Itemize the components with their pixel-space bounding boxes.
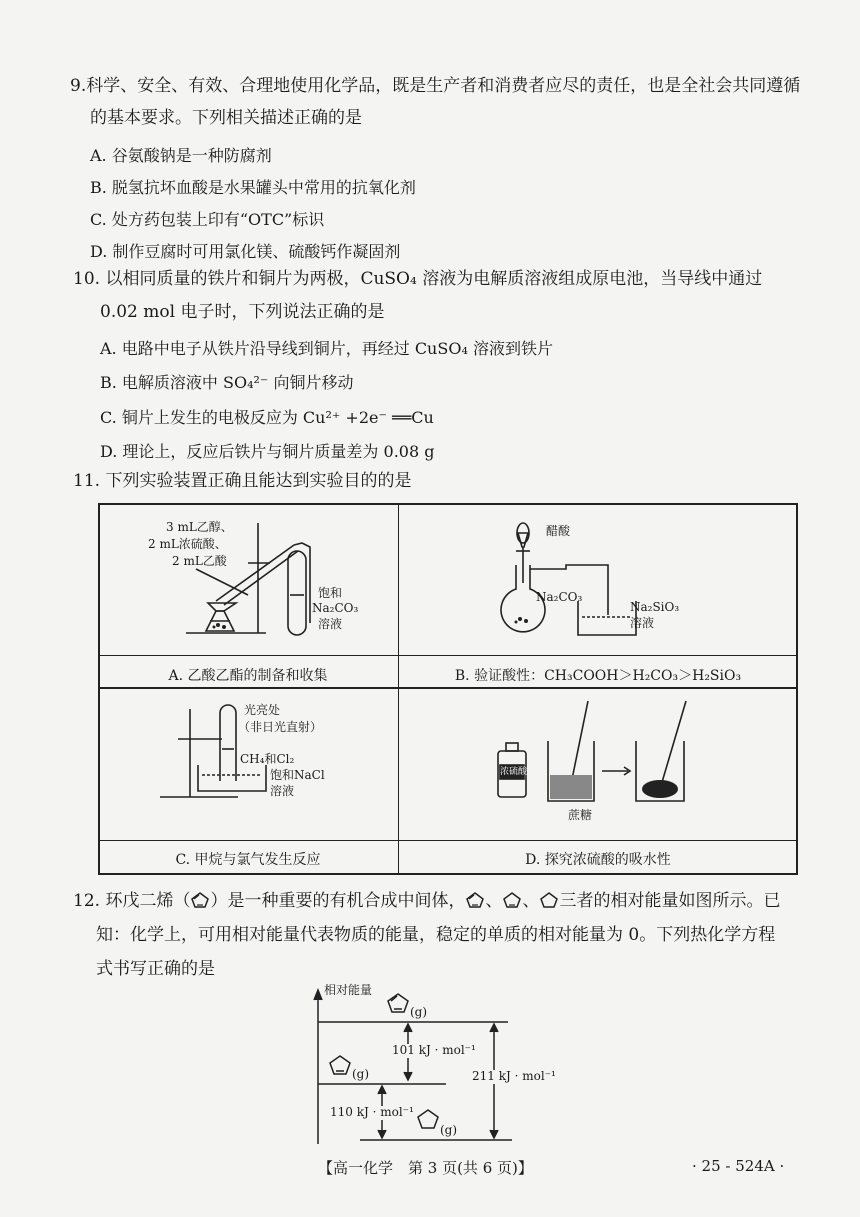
sucrose-label: 蔗糖 [568, 808, 593, 822]
q11-caption-c: C. 甲烷与氯气发生反应 [175, 852, 321, 868]
acidity-flask-label: Na₂CO₃ [536, 590, 583, 604]
page-footer-code: · 25 - 524A · [692, 1157, 785, 1175]
q9-option-d: D. 制作豆腐时可用氯化镁、硫酸钙作凝固剂 [90, 242, 401, 261]
q10-option-d: D. 理论上，反应后铁片与铜片质量差为 0.08 g [100, 442, 435, 461]
q12-stem-line2: 知：化学上，可用相对能量代表物质的能量，稳定的单质的相对能量为 0。下列热化学方程 [96, 925, 776, 945]
q12-stem-line1-part2: ）是一种重要的有机合成中间体， [210, 891, 466, 911]
energy-state-middle-phase: (g) [352, 1067, 370, 1081]
methane-solution-label-2: 溶液 [270, 784, 295, 798]
q11-caption-b: B. 验证酸性：CH₃COOH＞H₂CO₃＞H₂SiO₃ [454, 668, 742, 684]
energy-state-bottom-phase: (g) [440, 1123, 458, 1137]
acidity-funnel-label: 醋酸 [546, 524, 571, 538]
sulfuric-acid-experiment-drawing [398, 689, 698, 839]
q11-caption-d: D. 探究浓硫酸的吸水性 [525, 852, 671, 868]
energy-gap-110: 110 kJ · mol⁻¹ [330, 1105, 414, 1119]
q10-option-b: B. 电解质溶液中 SO₄²⁻ 向铜片移动 [100, 373, 354, 392]
ester-tube-label-3: 溶液 [318, 617, 343, 631]
q12-stem-line1: 12. 环戊二烯（ ）是一种重要的有机合成中间体， 、 、 三者的相对能量如图所示。已 [73, 891, 781, 911]
energy-axis-label: 相对能量 [324, 983, 373, 997]
q10-stem-line2: 0.02 mol 电子时，下列说法正确的是 [100, 302, 385, 322]
ester-reagent-label-3: 2 mL乙酸 [172, 554, 227, 568]
sulfuric-acid-bottle-label: 浓硫酸 [500, 767, 528, 777]
ester-tube-label-2: Na₂CO₃ [312, 601, 359, 615]
q11-stem: 11. 下列实验装置正确且能达到实验目的的是 [73, 471, 412, 491]
pentagon-icon [190, 891, 210, 909]
pentagon-icon [539, 891, 559, 909]
energy-diagram [300, 978, 560, 1148]
ester-tube-label-1: 饱和 [318, 586, 343, 600]
q12-stem-line1-part1: 12. 环戊二烯（ [73, 891, 191, 911]
pentagon-icon [465, 891, 485, 909]
q11-figure-table [98, 503, 798, 875]
methane-gas-label: CH₄和Cl₂ [240, 752, 295, 766]
q12-stem-line3: 式书写正确的是 [96, 959, 215, 979]
ester-reagent-label-1: 3 mL乙醇、 [166, 520, 233, 534]
q9-option-a: A. 谷氨酸钠是一种防腐剂 [90, 146, 272, 165]
q9-stem-line2: 的基本要求。下列相关描述正确的是 [90, 108, 362, 128]
ester-apparatus-drawing [98, 503, 398, 653]
ester-reagent-label-2: 2 mL浓硫酸、 [148, 537, 227, 551]
acidity-beaker-label-2: 溶液 [630, 616, 655, 630]
q10-option-a: A. 电路中电子从铁片沿导线到铜片，再经过 CuSO₄ 溶液到铁片 [100, 339, 553, 358]
q9-stem-line1: 9.科学、安全、有效、合理地使用化学品，既是生产者和消费者应尽的责任，也是全社会共同遵循 [70, 76, 801, 96]
methane-solution-label-1: 饱和NaCl [270, 768, 325, 782]
q10-stem-line1: 10. 以相同质量的铁片和铜片为两极，CuSO₄ 溶液为电解质溶液组成原电池，当导线中通过 [73, 269, 763, 289]
energy-state-top-phase: (g) [410, 1005, 428, 1019]
page-footer-center: 【高一化学 第 3 页(共 6 页)】 [318, 1159, 533, 1177]
q11-caption-a: A. 乙酸乙酯的制备和收集 [168, 668, 328, 684]
methane-light-label-1: 光亮处 [244, 703, 281, 717]
energy-gap-101: 101 kJ · mol⁻¹ [392, 1043, 476, 1057]
q12-stem-line1-part3: 三者的相对能量如图所示。已 [559, 891, 781, 911]
energy-gap-211: 211 kJ · mol⁻¹ [472, 1069, 556, 1083]
q9-option-c: C. 处方药包装上印有“OTC”标识 [90, 210, 325, 229]
pentagon-icon [502, 891, 522, 909]
q10-option-c: C. 铜片上发生的电极反应为 Cu²⁺ +2e⁻ ══Cu [100, 408, 434, 427]
q9-option-b: B. 脱氢抗坏血酸是水果罐头中常用的抗氧化剂 [90, 178, 416, 197]
acidity-beaker-label-1: Na₂SiO₃ [630, 600, 680, 614]
methane-light-label-2: （非日光直射） [238, 720, 323, 734]
